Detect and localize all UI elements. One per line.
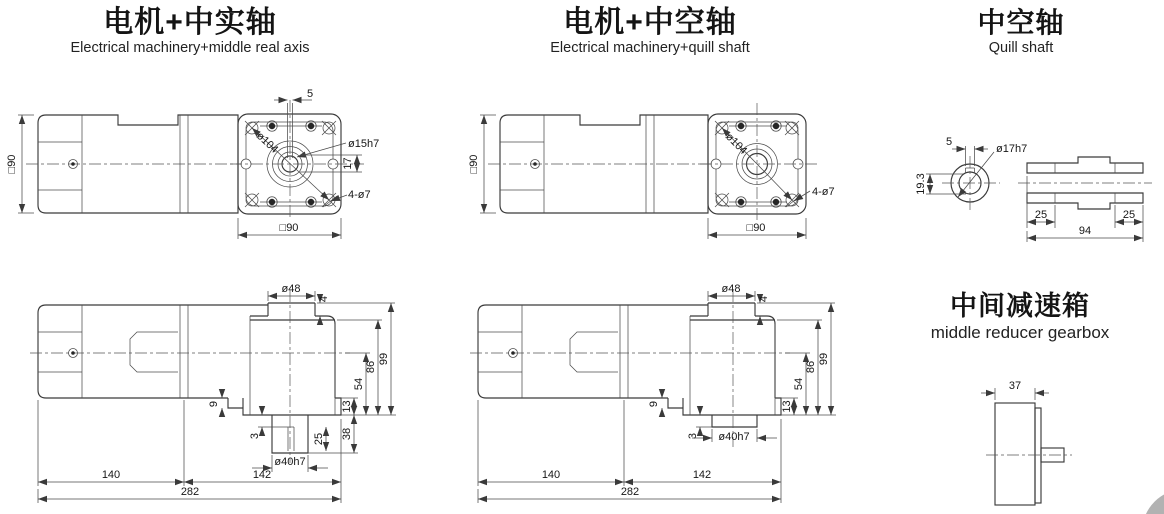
hollow-front-view — [700, 103, 835, 239]
mount-hole — [269, 199, 275, 205]
dim-reducer-width: 37 — [1008, 380, 1022, 392]
hollow-side-view — [468, 115, 716, 213]
dim-total-len: 282 — [180, 486, 200, 498]
solid-bottom-view — [30, 283, 396, 503]
dim-86: 86 — [365, 360, 377, 374]
dim-end-right: 25 — [1122, 209, 1136, 221]
mount-hole — [738, 199, 744, 205]
screw-icon — [511, 351, 515, 355]
mount-hole — [308, 123, 314, 129]
dim-total-len: 282 — [620, 486, 640, 498]
dim-shaft-len: 38 — [341, 427, 353, 441]
section-top-band — [1027, 157, 1143, 173]
mount-hole — [738, 123, 744, 129]
dim-boss-dia: ø48 — [281, 283, 301, 295]
dim-shaft-dia: ø40h7 — [718, 431, 750, 443]
reducer-plate — [1035, 408, 1041, 503]
dim-end-left: 25 — [1034, 209, 1048, 221]
title-reducer-zh: 中间减速箱 — [950, 291, 1090, 321]
dim-bolt-circle: ø104 — [253, 129, 281, 156]
dim-bolt-circle: ø104 — [723, 130, 750, 157]
dim-54: 54 — [793, 377, 805, 391]
internal-lines — [38, 305, 335, 451]
dim-99: 99 — [818, 352, 830, 366]
solid-front-view — [230, 88, 379, 239]
dim-bore-dia: ø17h7 — [996, 143, 1028, 155]
outline — [38, 303, 341, 453]
mount-hole — [308, 199, 314, 205]
title-hollow-zh: 电机+中空轴 — [563, 6, 737, 39]
title-reducer-en: middle reducer gearbox — [930, 322, 1110, 342]
reducer-body — [995, 403, 1035, 505]
title-solid-zh: 电机+中实轴 — [103, 6, 277, 39]
quill-section-view — [1018, 157, 1152, 242]
dim-motor-len: 140 — [541, 469, 561, 481]
title-quill-en: Quill shaft — [988, 39, 1054, 56]
dim-keyway-width: 5 — [945, 136, 953, 148]
center-lines — [30, 290, 350, 463]
outline — [478, 303, 781, 427]
ext-lines — [926, 174, 966, 194]
section-bottom-band — [1027, 193, 1143, 209]
dim-boss-h: 4 — [318, 295, 330, 303]
dim-13: 13 — [341, 400, 353, 413]
title-quill-zh: 中空轴 — [977, 7, 1065, 38]
dim-54: 54 — [353, 377, 365, 391]
dim-shaft-dia: ø40h7 — [274, 456, 306, 468]
dim-frame: □90 — [279, 222, 299, 234]
dim-99: 99 — [378, 352, 390, 366]
hollow-bottom-view — [470, 283, 836, 503]
screw-icon — [71, 351, 75, 355]
dim-gear-len: 142 — [252, 469, 272, 481]
dim-keyway-width: 5 — [306, 88, 314, 100]
dim-shaft-dia: ø15h7 — [348, 138, 380, 150]
dim-motor-len: 140 — [101, 469, 121, 481]
mount-hole — [269, 123, 275, 129]
dim-corner-holes: 4-ø7 — [348, 189, 371, 201]
center-lines — [470, 290, 790, 447]
ext-lines — [38, 291, 396, 503]
dim-frame: □90 — [6, 154, 18, 174]
quill-end-view — [915, 136, 1027, 211]
dim-key-depth: 19.3 — [915, 173, 927, 195]
ext-lines — [478, 291, 836, 503]
solid-side-view — [6, 115, 252, 213]
dim-frame: □90 — [468, 154, 480, 174]
dim-gear-len: 142 — [692, 469, 712, 481]
corner-decoration — [1142, 489, 1164, 514]
dim-3: 3 — [249, 432, 261, 440]
dim-9: 9 — [648, 400, 660, 408]
reducer-view — [981, 380, 1072, 505]
dim-9: 9 — [208, 400, 220, 408]
mount-hole — [773, 123, 779, 129]
screw-icon — [533, 162, 537, 166]
title-hollow-en: Electrical machinery+quill shaft — [550, 40, 750, 56]
dim-frame: □90 — [746, 222, 766, 234]
dim-corner-holes: 4-ø7 — [812, 186, 835, 198]
dim-boss-h: 4 — [758, 295, 770, 303]
mount-hole — [773, 199, 779, 205]
dim-13: 13 — [781, 400, 793, 413]
title-solid-en: Electrical machinery+middle real axis — [70, 40, 310, 56]
dim-boss-dia: ø48 — [721, 283, 741, 295]
dim-86: 86 — [805, 360, 817, 374]
dim-key-len: 25 — [313, 432, 325, 446]
dim-length: 94 — [1078, 225, 1092, 237]
screw-icon — [71, 162, 75, 166]
dim-3: 3 — [687, 432, 699, 440]
dim-key-height: 17 — [342, 157, 354, 170]
